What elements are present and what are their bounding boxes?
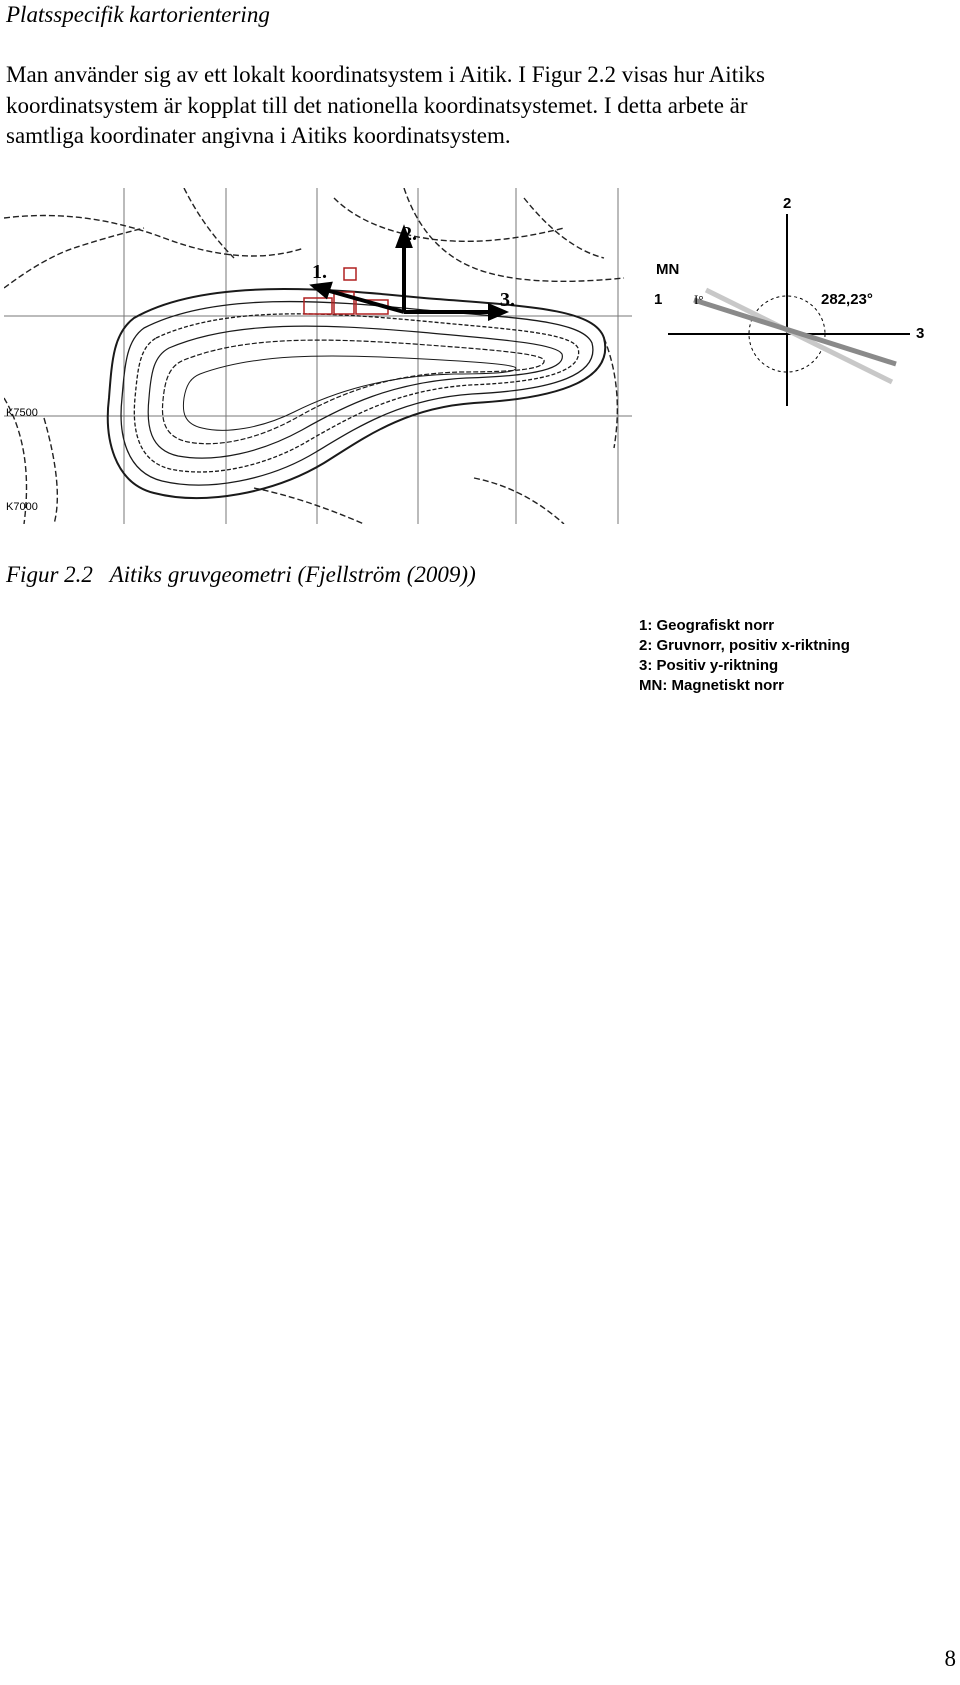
- paragraph-line-1: Man använder sig av ett lokalt koordinatsystem i Aitik. I Figur 2.2 visas hur Aitiks: [6, 62, 765, 87]
- diagram-label-3: 3: [916, 325, 925, 342]
- diagram-label-1: 1: [654, 291, 663, 308]
- legend-item-1: 1: Geografiskt norr: [639, 617, 775, 634]
- diagram-label-2: 2: [783, 195, 792, 212]
- caption-text: Aitiks gruvgeometri (Fjellström (2009)): [109, 562, 476, 587]
- legend-item-2: 2: Gruvnorr, positiv x-riktning: [639, 637, 850, 654]
- diagram-angle-label: 282,23°: [821, 291, 873, 308]
- figure-caption: [6, 562, 476, 588]
- map-axis-label-2: 2.: [402, 223, 417, 245]
- legend-item-3: 3: Positiv y-riktning: [639, 657, 779, 674]
- section-heading: Platsspecifik kartorientering: [6, 2, 270, 27]
- paragraph-line-2: koordinatsystem är kopplat till det nationella koordinatsystemet. I detta arbete är: [6, 92, 748, 118]
- map-grid-label-k7500: K7500: [6, 407, 38, 419]
- body-paragraph: [6, 60, 951, 152]
- map-grid-label-k7000: K7000: [6, 501, 38, 513]
- diagram-label-mn: MN: [656, 261, 680, 278]
- map-axis-label-1: 1.: [312, 261, 327, 283]
- map-axis-label-3: 3.: [500, 289, 515, 311]
- diagram-small-label: I°: [694, 292, 704, 307]
- caption-label: Figur 2.2: [6, 562, 93, 587]
- coordinate-diagram: [628, 186, 960, 426]
- figure-legend: [639, 616, 850, 696]
- legend-item-mn: MN: Magnetiskt norr: [639, 677, 785, 694]
- mine-map: [4, 188, 632, 524]
- paragraph-line-3: samtliga koordinater angivna i Aitiks koordinatsystem.: [6, 123, 511, 148]
- page-number: 8: [944, 1646, 956, 1671]
- geographic-north-line: [694, 300, 896, 364]
